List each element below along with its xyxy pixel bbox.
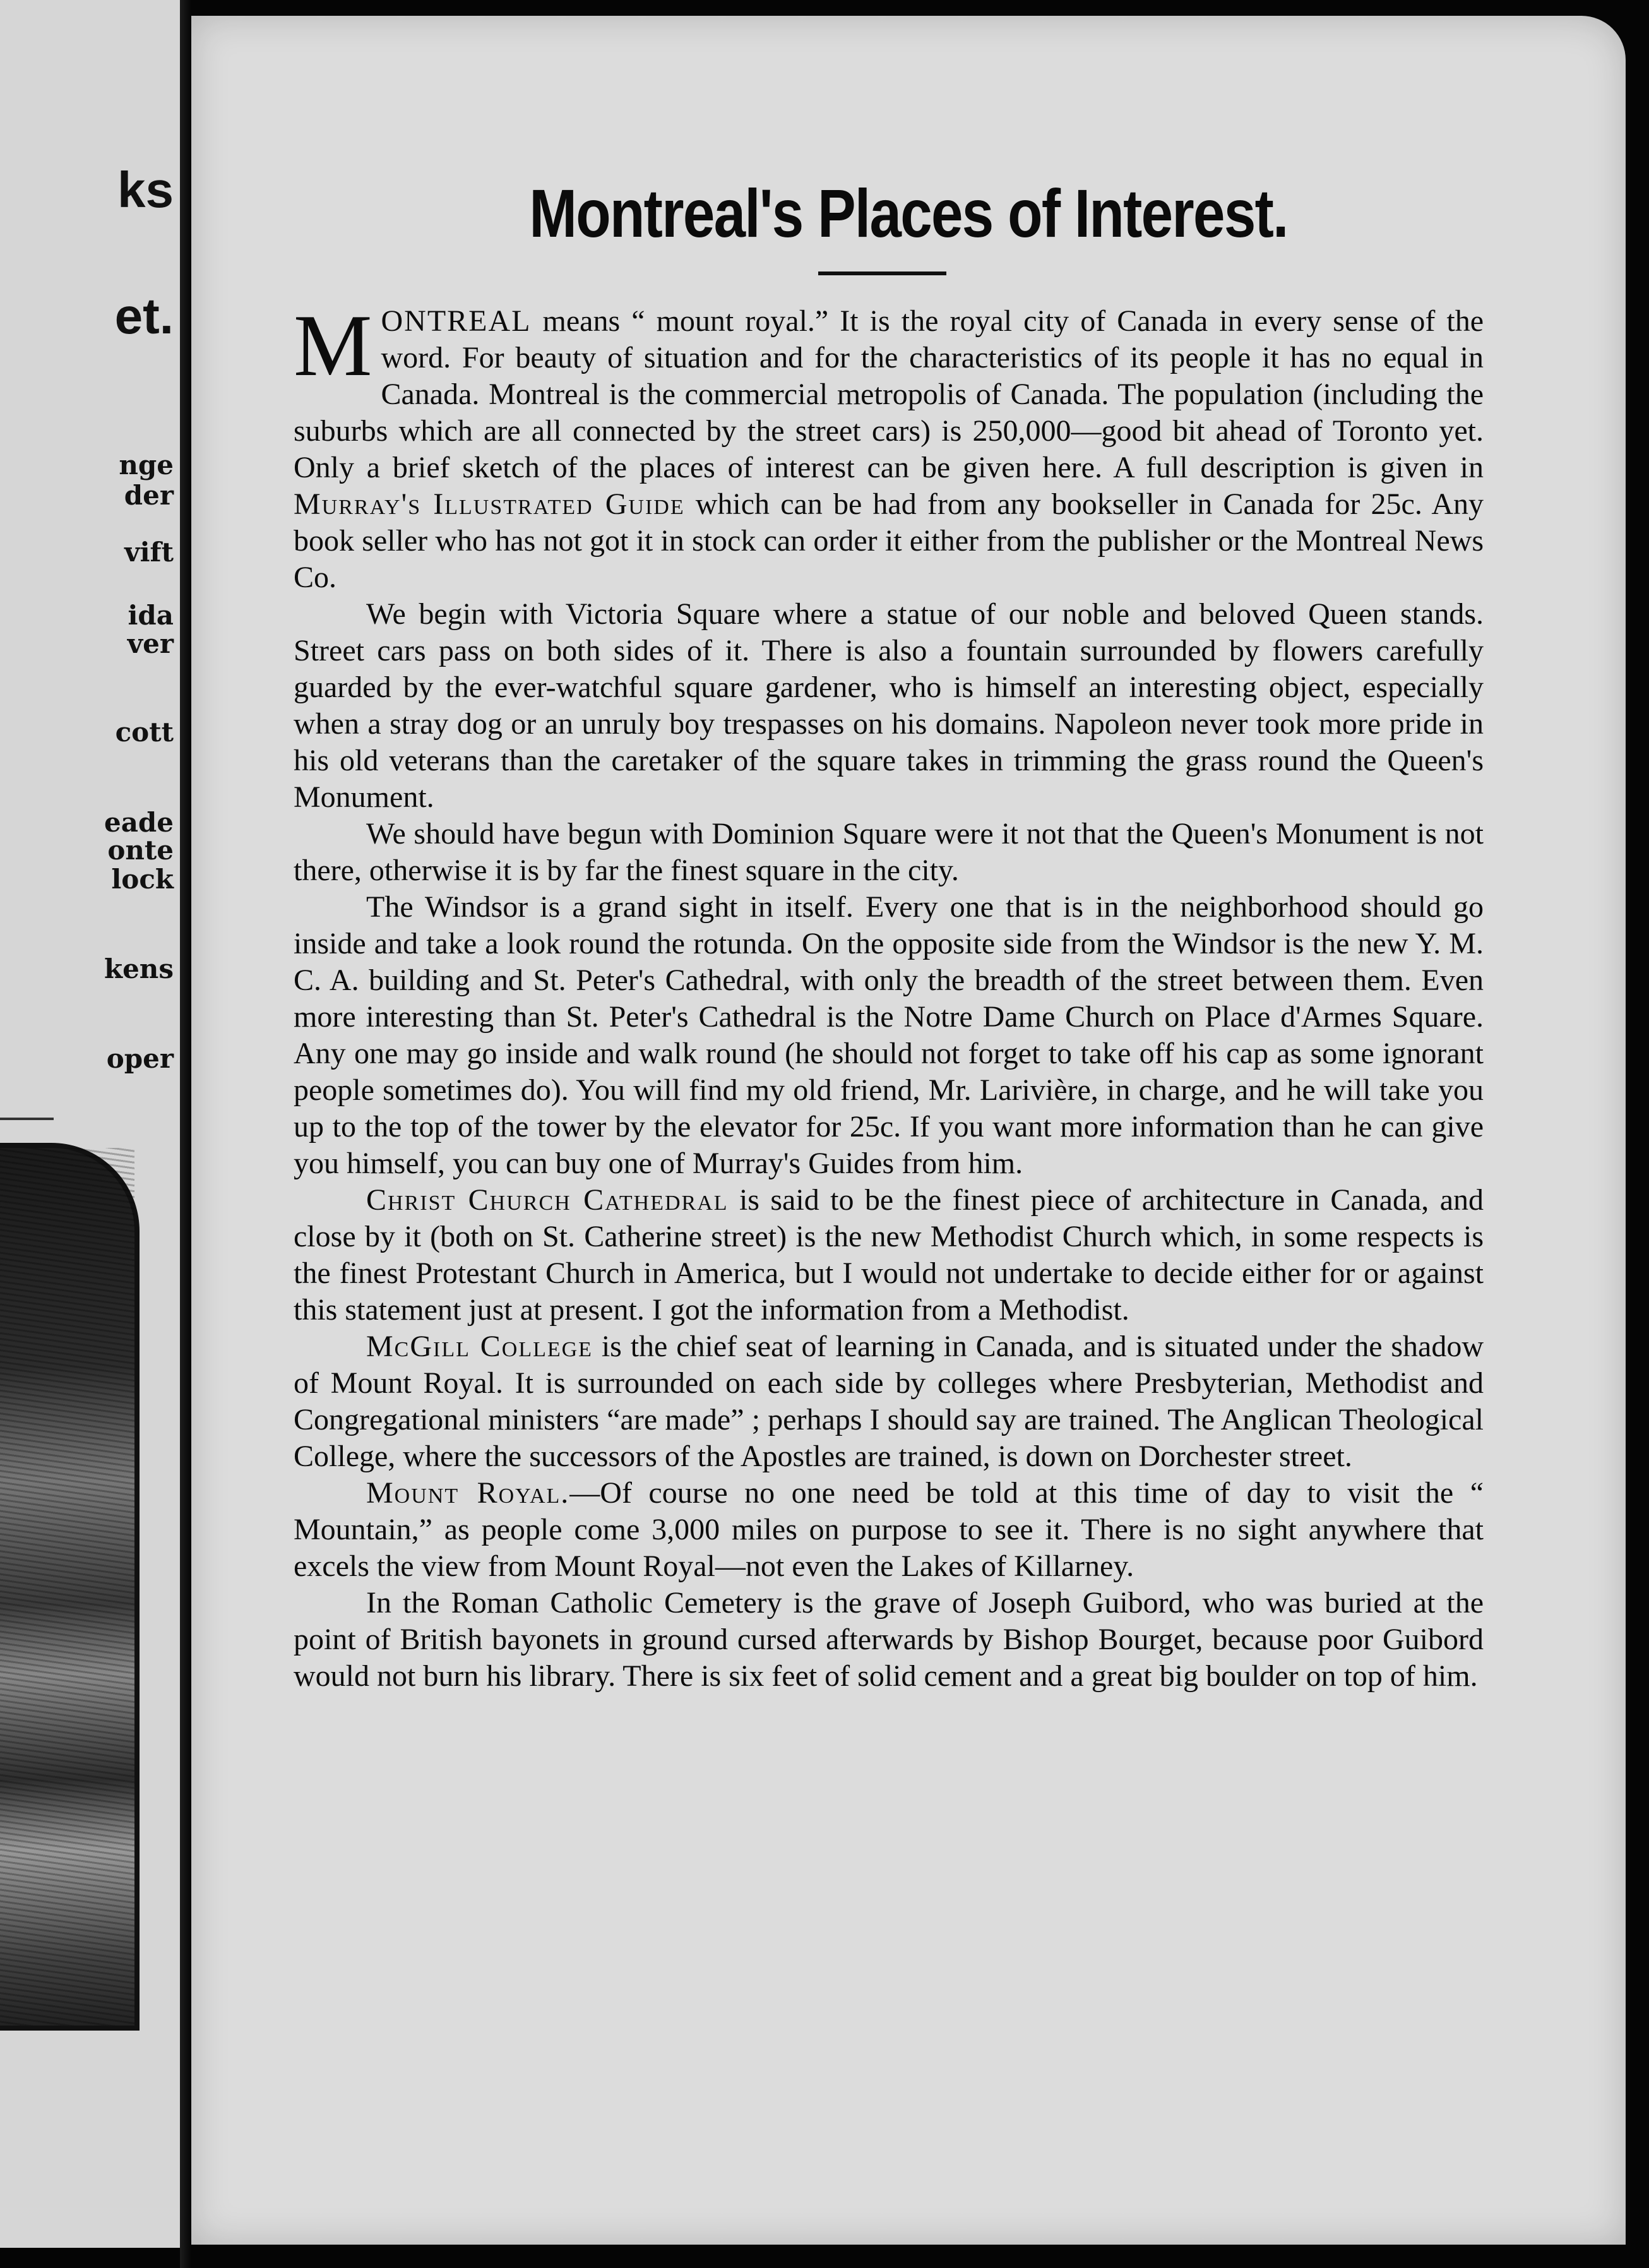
article-page bbox=[191, 16, 1626, 2245]
left-fragment: et. bbox=[114, 288, 174, 344]
paragraph-text: is the chief seat of learning in Canada, and is situated under the shadow of Mount Royal. It is surrounded on each side by colleges where Presbyterian, Methodist and Congregational ministers “are made” ; perhaps I should say are trained. The Anglican Theological College, where the successors of the Apostles are trained, is down on Dorchester street. bbox=[294, 1330, 1484, 1473]
left-fragment: eade bbox=[104, 807, 174, 838]
left-fragment: vift bbox=[124, 537, 174, 568]
left-fragment: ver bbox=[127, 628, 174, 659]
left-fragment: oper bbox=[106, 1043, 174, 1074]
paragraph-2 bbox=[294, 596, 1484, 816]
paragraph-5 bbox=[294, 1182, 1484, 1328]
paragraph-text: which can be had from any bookseller in Canada for 25c. Any book seller who has not got it in stock can order it either from the publisher or the Montreal News Co. bbox=[294, 487, 1484, 594]
title-divider bbox=[818, 272, 946, 275]
left-fragment: der bbox=[124, 480, 174, 511]
paragraph-text: is said to be the finest piece of architecture in Canada, and close by it (both on St. Catherine street) is the new Methodist Church which, in some respects is the finest Protestant Church in America, but I would not undertake to decide either for or against this statement just at present. I got the information from a Methodist. bbox=[294, 1183, 1484, 1327]
left-divider bbox=[0, 1118, 54, 1120]
article-title: Montreal's Places of Interest. bbox=[529, 175, 1288, 251]
left-fragment: onte bbox=[107, 835, 174, 866]
guide-title: Murray's Illustrated Guide bbox=[294, 487, 685, 521]
paragraph-4 bbox=[294, 889, 1484, 1182]
adjacent-page-fragment bbox=[0, 0, 180, 2248]
drop-cap: M bbox=[294, 297, 372, 395]
page-gutter bbox=[180, 0, 191, 2268]
left-fragment: ida bbox=[128, 600, 174, 631]
paragraph-text: The Windsor is a grand sight in itself. Every one that is in the neighborhood should go inside and take a look round the rotunda. On the opposite side from the Windsor is the new Y. M. C. A. building and St. Peter's Cathedral, with only the breadth of the street between them. Even more interesting than St. Peter's Cathedral is the Notre Dame Church on Place d'Armes Square. Any one may go inside and walk round (he should not forget to take off his cap as some ignorant people sometimes do). You will find my old friend, Mr. Larivière, in charge, and he will take you up to the top of the tower by the elevator for 25c. If you want more information than he can give you himself, you can buy one of Murray's Guides from him. bbox=[294, 890, 1484, 1180]
left-fragment: nge bbox=[119, 450, 174, 480]
left-fragment: kens bbox=[104, 953, 174, 984]
lead-words: Christ Church Cathedral bbox=[366, 1183, 729, 1217]
lead-words: ONTREAL bbox=[381, 304, 532, 338]
article-body bbox=[294, 297, 1484, 1695]
left-fragment: cott bbox=[115, 717, 174, 748]
engraving-illustration bbox=[0, 1143, 140, 2031]
paragraph-3 bbox=[294, 816, 1484, 889]
lead-words: McGill College bbox=[366, 1330, 593, 1363]
left-fragment: ks bbox=[117, 162, 174, 218]
paragraph-6 bbox=[294, 1328, 1484, 1475]
paragraph-text: We should have begun with Dominion Square were it not that the Queen's Monument is not there, otherwise it is by far the finest square in the city. bbox=[294, 817, 1484, 887]
lead-words: Mount Royal. bbox=[366, 1476, 570, 1510]
left-fragment: lock bbox=[111, 864, 174, 895]
paragraph-text: means “ mount royal.” It is the royal city of Canada in every sense of the word. For beauty of situation and for the characteristics of its people it has no equal in Canada. Montreal is the commercial metropolis of Canada. The population (including the suburbs which are all connected by the street cars) is 250,000—good bit ahead of Toronto yet. Only a brief sketch of the places of interest can be given here. A full description is given in bbox=[294, 304, 1484, 484]
paragraph-text: —Of course no one need be told at this time of day to visit the “ Mountain,” as people come 3,000 miles on purpose to see it. There is no sight anywhere that excels the view from Mount Royal—not even the Lakes of Killarney. bbox=[294, 1476, 1484, 1583]
paragraph-1 bbox=[294, 297, 1484, 596]
paragraph-7 bbox=[294, 1475, 1484, 1585]
paragraph-text: We begin with Victoria Square where a statue of our noble and beloved Queen stands. Street cars pass on both sides of it. There is also a fountain surrounded by flowers carefully guarded by the ever-watchful square gardener, who is himself an interesting object, especially when a stray dog or an unruly boy trespasses on his domains. Napoleon never took more pride in his old veterans than the caretaker of the square takes in trimming the grass round the Queen's Monument. bbox=[294, 597, 1484, 814]
paragraph-text: In the Roman Catholic Cemetery is the grave of Joseph Guibord, who was buried at the point of British bayonets in ground cursed afterwards by Bishop Bourget, because poor Guibord would not burn his library. There is six feet of solid cement and a great big boulder on top of him. bbox=[294, 1586, 1484, 1693]
paragraph-8 bbox=[294, 1585, 1484, 1695]
